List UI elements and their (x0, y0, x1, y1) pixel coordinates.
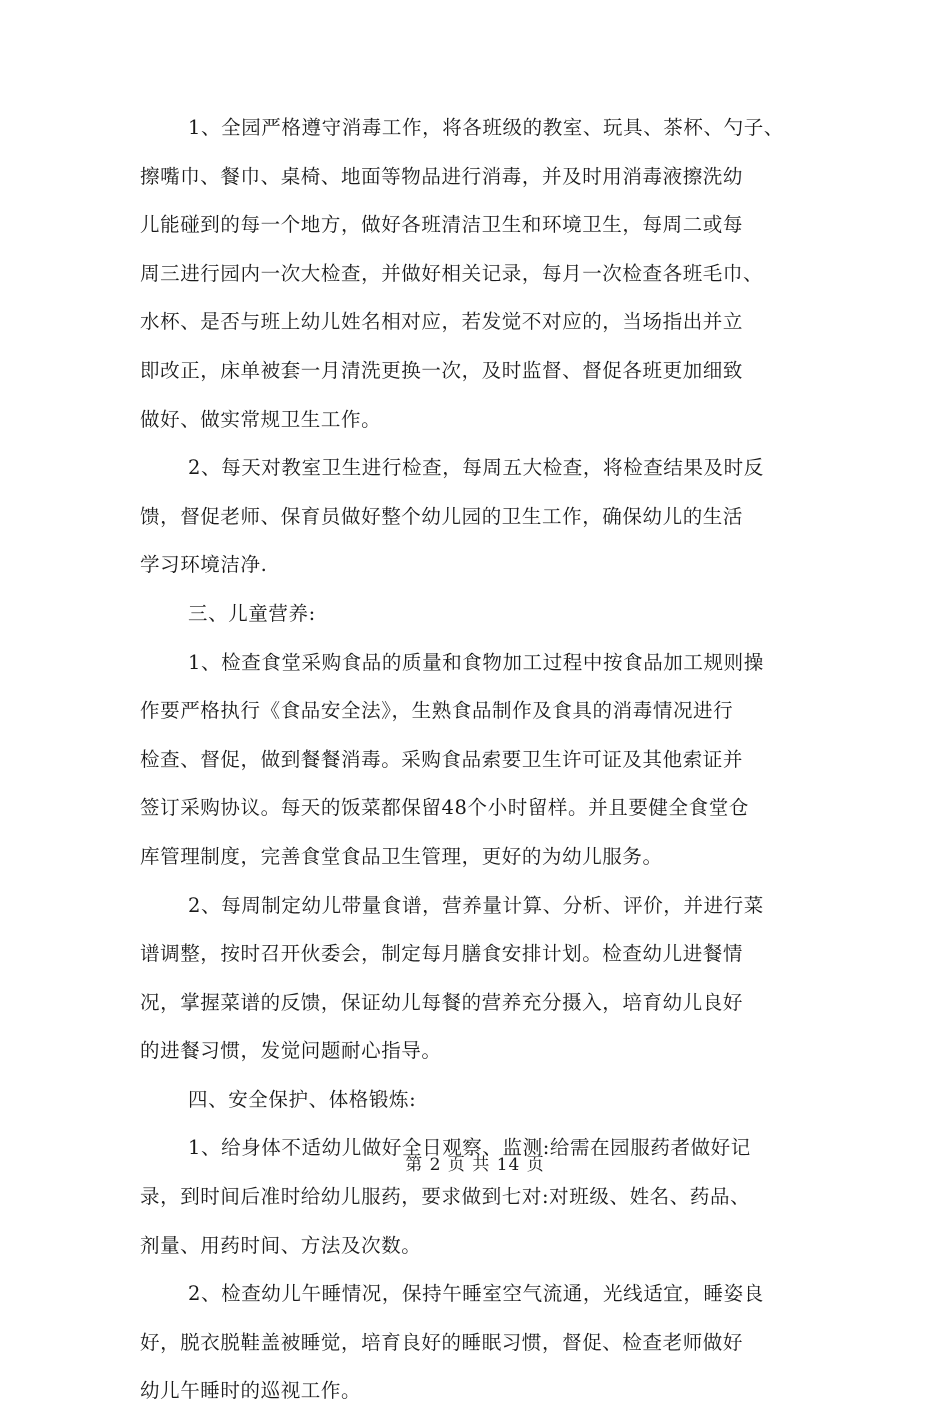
paragraph-line: 1、检查食堂采购食品的质量和食物加工过程中按食品加工规则操 (188, 650, 764, 674)
paragraph-line: 剂量、用药时间、方法及次数。 (140, 1233, 422, 1257)
paragraph-line: 幼儿午睡时的巡视工作。 (140, 1379, 362, 1403)
paragraph-line: 馈，督促老师、保育员做好整个幼儿园的卫生工作，确保幼儿的生活 (140, 504, 744, 528)
paragraph-line: 擦嘴巾、餐巾、桌椅、地面等物品进行消毒，并及时用消毒液擦洗幼 (140, 164, 744, 188)
section-heading: 四、安全保护、体格锻炼: (188, 1087, 417, 1111)
paragraph-line: 谱调整，按时召开伙委会，制定每月膳食安排计划。检查幼儿进餐情 (140, 942, 744, 966)
paragraph-line: 水杯、是否与班上幼儿姓名相对应，若发觉不对应的，当场指出并立 (140, 310, 744, 334)
paragraph-line: 库管理制度，完善食堂食品卫生管理，更好的为幼儿服务。 (140, 844, 663, 868)
section-heading: 三、儿童营养: (188, 601, 316, 625)
paragraph-line: 1、全园严格遵守消毒工作，将各班级的教室、玩具、茶杯、勺子、 (188, 116, 784, 139)
paragraph-line: 2、检查幼儿午睡情况，保持午睡室空气流通，光线适宜，睡姿良 (188, 1282, 764, 1306)
paragraph-line: 2、每周制定幼儿带量食谱，营养量计算、分析、评价，并进行菜 (188, 893, 764, 917)
paragraph-line: 学习环境洁净. (140, 553, 268, 577)
paragraph-line: 做好、做实常规卫生工作。 (140, 407, 382, 431)
paragraph-line: 检查、督促，做到餐餐消毒。采购食品索要卫生许可证及其他索证并 (140, 747, 744, 771)
paragraph-line: 周三进行园内一次大检查，并做好相关记录，每月一次检查各班毛巾、 (140, 261, 764, 285)
paragraph-line: 好，脱衣脱鞋盖被睡觉，培育良好的睡眠习惯，督促、检查老师做好 (140, 1330, 744, 1354)
paragraph-line: 录，到时间后准时给幼儿服药，要求做到七对:对班级、姓名、药品、 (140, 1185, 751, 1209)
paragraph-line: 签订采购协议。每天的饭菜都保留48个小时留样。并且要健全食堂仓 (140, 796, 749, 820)
paragraph-line: 2、每天对教室卫生进行检查，每周五大检查，将检查结果及时反 (188, 456, 764, 480)
paragraph-line: 作要严格执行《食品安全法》，生熟食品制作及食具的消毒情况进行 (140, 699, 734, 723)
paragraph-line: 即改正，床单被套一月清洗更换一次，及时监督、督促各班更加细致 (140, 358, 744, 382)
document-body (140, 104, 830, 1416)
paragraph-line: 儿能碰到的每一个地方，做好各班清洁卫生和环境卫生，每周二或每 (140, 213, 744, 237)
paragraph-line: 1、给身体不适幼儿做好全日观察、监测:给需在园服药者做好记 (188, 1136, 751, 1160)
page-number-footer: 第 2 页 共 14 页 (405, 1155, 545, 1175)
paragraph-line: 的进餐习惯，发觉问题耐心指导。 (140, 1039, 442, 1063)
paragraph-line: 况，掌握菜谱的反馈，保证幼儿每餐的营养充分摄入，培育幼儿良好 (140, 990, 744, 1014)
